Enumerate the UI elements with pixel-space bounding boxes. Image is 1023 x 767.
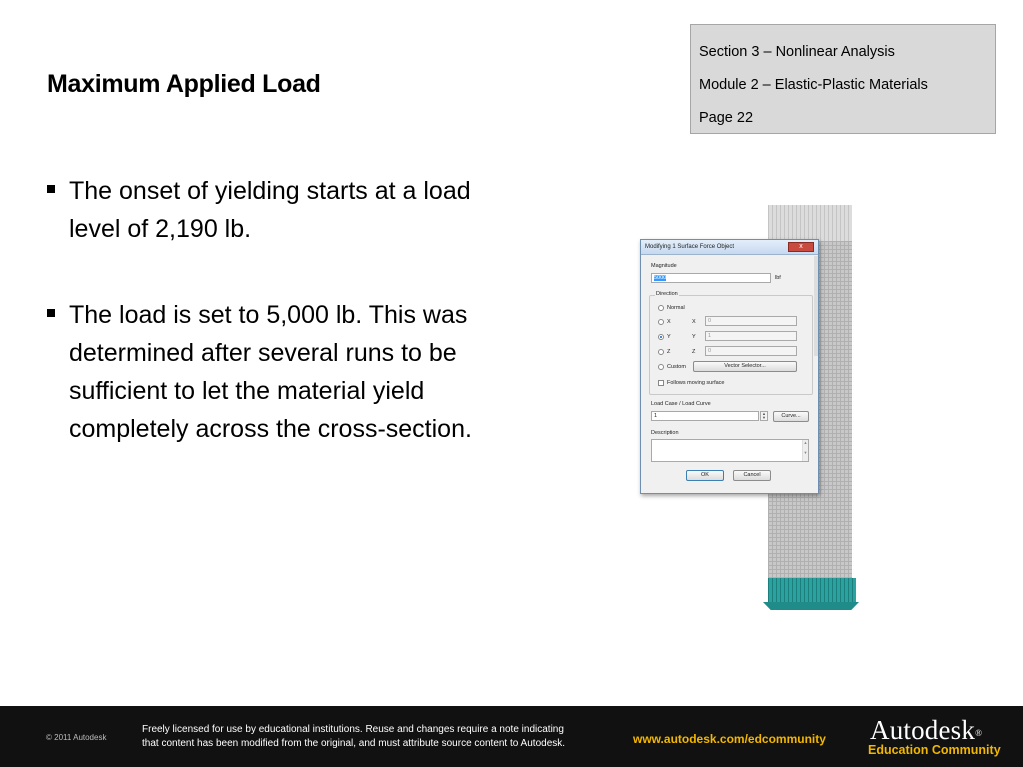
load-case-spinner[interactable]: ▲ ▼: [760, 411, 768, 421]
ok-button[interactable]: OK: [686, 470, 724, 481]
magnitude-input[interactable]: 5000: [651, 273, 771, 283]
x-component-input[interactable]: 0: [705, 316, 797, 326]
description-label: Description: [651, 430, 679, 436]
load-case-label: Load Case / Load Curve: [651, 401, 711, 407]
load-base: [763, 602, 859, 610]
slide-title: Maximum Applied Load: [47, 70, 321, 98]
load-case-input[interactable]: 1: [651, 411, 759, 421]
radio-normal-label: Normal: [667, 305, 685, 311]
bullet-item: [47, 296, 517, 448]
license-text: [142, 723, 622, 751]
autodesk-logo: [870, 716, 982, 744]
bullet-marker: [47, 309, 55, 317]
radio-x[interactable]: [658, 319, 664, 325]
close-button[interactable]: x: [788, 242, 814, 252]
magnitude-label: Magnitude: [651, 263, 677, 269]
radio-y-label: Y: [667, 334, 671, 340]
page-label: Page 22: [699, 110, 754, 126]
brand-name: Autodesk: [870, 715, 976, 745]
surface-force-dialog: [640, 239, 819, 494]
direction-label: Direction: [656, 291, 678, 297]
load-arrows: [768, 578, 856, 604]
footer: [0, 706, 1023, 767]
section-label: Section 3 – Nonlinear Analysis: [699, 44, 895, 60]
community-url-link[interactable]: www.autodesk.com/edcommunity: [633, 732, 826, 746]
license-line-2: that content has been modified from the original, and must attribute source content to Autodesk.: [142, 738, 566, 749]
cancel-button[interactable]: Cancel: [733, 470, 771, 481]
bullet-list: [47, 172, 517, 496]
bullet-item: [47, 172, 517, 248]
magnitude-unit: lbf: [775, 275, 781, 281]
bullet-marker: [47, 185, 55, 193]
description-textarea[interactable]: [651, 439, 809, 462]
radio-z[interactable]: [658, 349, 664, 355]
description-scrollbar[interactable]: ▲ ▼: [802, 440, 808, 461]
radio-y[interactable]: [658, 334, 664, 340]
dialog-titlebar: [641, 240, 818, 255]
radio-x-label: X: [667, 319, 671, 325]
y-component-input[interactable]: 1: [705, 331, 797, 341]
radio-z-label: Z: [667, 349, 671, 355]
follows-checkbox[interactable]: [658, 380, 664, 386]
brand-subtitle: Education Community: [868, 743, 1001, 757]
z-component-input[interactable]: 0: [705, 346, 797, 356]
copyright-text: © 2011 Autodesk: [46, 733, 107, 742]
dialog-title: Modifying 1 Surface Force Object: [645, 244, 735, 250]
info-box: [690, 24, 996, 134]
mesh-top-region: [768, 205, 852, 241]
bullet-text: The load is set to 5,000 lb. This was determined after several runs to be sufficient to let the material yield completely across the cross-section.: [69, 301, 472, 443]
license-line-1: Freely licensed for use by educational institutions. Reuse and changes require a note indicating: [142, 724, 564, 735]
z-component-label: Z: [692, 349, 696, 355]
follows-label: Follows moving surface: [667, 380, 725, 386]
bullet-text: The onset of yielding starts at a load level of 2,190 lb.: [69, 177, 471, 243]
radio-custom[interactable]: [658, 364, 664, 370]
vector-selector-button[interactable]: Vector Selector...: [693, 361, 797, 372]
brand-mark: ®: [975, 728, 983, 738]
radio-normal[interactable]: [658, 305, 664, 311]
radio-custom-label: Custom: [667, 364, 686, 370]
x-component-label: X: [692, 319, 696, 325]
curve-button[interactable]: Curve...: [773, 411, 809, 422]
dialog-scrollbar[interactable]: [814, 256, 818, 356]
module-label: Module 2 – Elastic-Plastic Materials: [699, 77, 928, 93]
y-component-label: Y: [692, 334, 696, 340]
